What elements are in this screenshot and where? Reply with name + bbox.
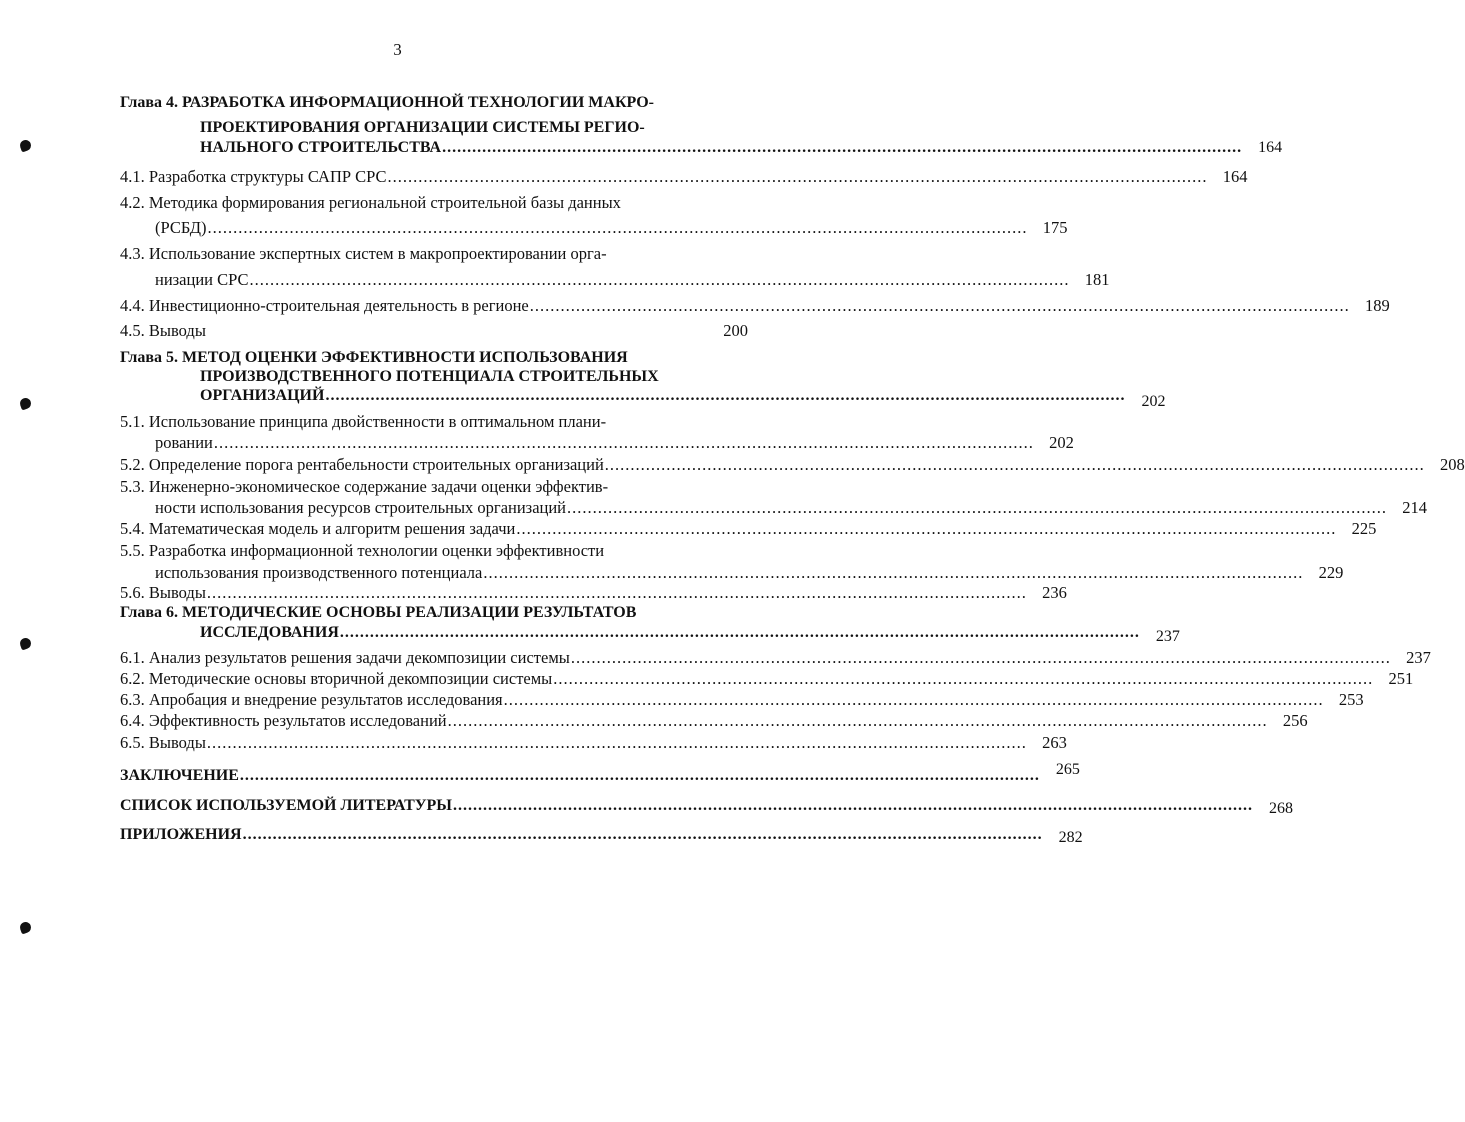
toc-page-number: 175 [1042, 218, 1068, 237]
toc-entry-title: (РСБД) [155, 218, 207, 237]
toc-entry-title: 6.4. Эффективность результатов исследований [120, 711, 447, 730]
toc-entry-title: ПРИЛОЖЕНИЯ [120, 826, 242, 843]
toc-entry-4-4[interactable] [120, 296, 1390, 316]
dot-leader [504, 690, 1324, 710]
toc-entry-title: СПИСОК ИСПОЛЬЗУЕМОЙ ЛИТЕРАТУРЫ [120, 797, 452, 814]
toc-entry-title: 4.5. Выводы [120, 321, 206, 340]
toc-entry-title: низации СРС [155, 270, 249, 289]
toc-entry-6-2[interactable] [120, 669, 1414, 689]
toc-entry-title: использования производственного потенциала [155, 563, 483, 582]
toc-entry-title: ности использования ресурсов строительных организаций [155, 498, 567, 517]
dot-leader [483, 563, 1303, 583]
toc-entry-6-4[interactable] [120, 711, 1308, 731]
toc-entry-5-4[interactable] [120, 519, 1377, 539]
toc-entry-title: 4.1. Разработка структуры САПР СРС [120, 167, 387, 186]
toc-page-number: 263 [1042, 733, 1067, 752]
toc-entry-title: 6.1. Анализ результатов решения задачи декомпозиции системы [120, 648, 570, 667]
toc-entry-title: 6.2. Методические основы вторичной декомпозиции системы [120, 669, 553, 688]
toc-entry-5-5-line1: 5.5. Разработка информационной технологии оценки эффективности [120, 541, 605, 560]
dot-leader [553, 669, 1373, 689]
toc-page-number: 237 [1406, 648, 1431, 667]
toc-entry-4-3-line1: 4.3. Использование экспертных систем в макропроектировании орга- [120, 244, 607, 263]
toc-page-number: 202 [1141, 393, 1166, 410]
dot-leader [240, 766, 1040, 786]
dot-leader [250, 270, 1070, 290]
punch-hole-mark [18, 396, 32, 410]
toc-entry-title: 5.2. Определение порога рентабельности строительных организаций [120, 455, 604, 474]
toc-entry-title: 4.4. Инвестиционно-строительная деятельность в регионе [120, 296, 529, 315]
toc-entry-6-3[interactable] [120, 690, 1364, 710]
dot-leader [567, 498, 1387, 518]
toc-chapter-5-line2: ПРОИЗВОДСТВЕННОГО ПОТЕНЦИАЛА СТРОИТЕЛЬНЫХ [200, 368, 659, 385]
toc-page-number: 265 [1055, 761, 1080, 778]
toc-page-number: 225 [1351, 519, 1377, 538]
toc-page-number: 164 [1258, 139, 1283, 156]
punch-hole-mark [18, 138, 32, 152]
dot-leader [442, 138, 1242, 158]
toc-page-number: 253 [1338, 690, 1364, 709]
toc-chapter-4-line2: ПРОЕКТИРОВАНИЯ ОРГАНИЗАЦИИ СИСТЕМЫ РЕГИО- [200, 119, 645, 136]
toc-entry-title: 5.4. Математическая модель и алгоритм решения задачи [120, 519, 516, 538]
dot-leader [605, 455, 1425, 475]
toc-chapter-6-line1: Глава 6. МЕТОДИЧЕСКИЕ ОСНОВЫ РЕАЛИЗАЦИИ РЕЗУЛЬТАТОВ [120, 604, 637, 621]
toc-entry-title: 5.6. Выводы [120, 583, 206, 602]
toc-entry-5-1[interactable] [120, 433, 1074, 453]
toc-entry-5-1-line1: 5.1. Использование принципа двойственности в оптимальном плани- [120, 412, 607, 431]
dot-leader [448, 711, 1268, 731]
toc-entry-4-2-line1: 4.2. Методика формирования региональной строительной базы данных [120, 193, 621, 212]
toc-entry-4-3[interactable] [120, 270, 1110, 290]
toc-page-number: 208 [1440, 455, 1465, 474]
dot-leader [571, 648, 1391, 668]
toc-chapter-title: НАЛЬНОГО СТРОИТЕЛЬСТВА [200, 139, 442, 156]
toc-page-number: 282 [1058, 829, 1083, 846]
toc-entry-5-3-line1: 5.3. Инженерно-экономическое содержание задачи оценки эффектив- [120, 477, 609, 496]
page-number: 3 [393, 40, 402, 59]
toc-entry-5-2[interactable] [120, 455, 1465, 475]
toc-entry-title: ЗАКЛЮЧЕНИЕ [120, 767, 239, 784]
dot-leader [340, 623, 1140, 643]
toc-page-number: 202 [1049, 433, 1074, 452]
dot-leader [207, 583, 1027, 603]
toc-page-number: 237 [1155, 628, 1180, 645]
dot-leader [453, 796, 1253, 816]
toc-entry-4-2[interactable] [120, 218, 1068, 238]
toc-chapter-6-entry[interactable] [120, 623, 1180, 645]
punch-hole-mark [18, 636, 32, 650]
toc-chapter-5-entry[interactable] [120, 386, 1166, 410]
toc-page-number: 214 [1402, 498, 1428, 517]
dot-leader [388, 167, 1208, 187]
toc-page-number: 200 [723, 321, 748, 340]
dot-leader [243, 825, 1043, 845]
toc-references[interactable] [120, 796, 1293, 817]
dot-leader [214, 433, 1034, 453]
toc-entry-5-3[interactable] [120, 498, 1428, 518]
dot-leader [207, 733, 1027, 753]
toc-chapter-title: ОРГАНИЗАЦИЙ [200, 387, 325, 404]
dot-leader [516, 519, 1336, 539]
toc-chapter-title: ИССЛЕДОВАНИЯ [200, 624, 339, 641]
toc-page-number: 251 [1388, 669, 1414, 688]
toc-entry-4-5[interactable] [120, 321, 748, 341]
toc-chapter-4-line1: Глава 4. РАЗРАБОТКА ИНФОРМАЦИОННОЙ ТЕХНОЛОГИИ МАКРО- [120, 94, 654, 111]
toc-appendices[interactable] [120, 825, 1083, 846]
toc-entry-4-1[interactable] [120, 167, 1248, 187]
dot-leader [530, 296, 1350, 316]
toc-chapter-4-entry[interactable] [120, 138, 1283, 158]
toc-entry-title: 6.5. Выводы [120, 733, 206, 752]
toc-entry-title: ровании [155, 433, 213, 452]
toc-entry-6-5[interactable] [120, 733, 1067, 753]
dot-leader [325, 386, 1125, 406]
toc-entry-title: 6.3. Апробация и внедрение результатов исследования [120, 690, 503, 709]
toc-chapter-5-line1: Глава 5. МЕТОД ОЦЕНКИ ЭФФЕКТИВНОСТИ ИСПОЛЬЗОВАНИЯ [120, 349, 628, 366]
toc-entry-6-1[interactable] [120, 648, 1431, 668]
toc-page-number: 229 [1318, 563, 1344, 582]
toc-page-number: 256 [1282, 711, 1308, 730]
toc-page-number: 189 [1364, 296, 1390, 315]
toc-page-number: 181 [1084, 270, 1110, 289]
toc-page-number: 164 [1222, 167, 1248, 186]
toc-entry-5-6[interactable] [120, 583, 1067, 603]
dot-leader [207, 218, 1027, 238]
toc-conclusion[interactable] [120, 761, 1080, 786]
toc-page-number: 236 [1042, 583, 1067, 602]
toc-entry-5-5[interactable] [120, 563, 1344, 583]
punch-hole-mark [18, 920, 32, 934]
toc-page-number: 268 [1268, 800, 1293, 817]
